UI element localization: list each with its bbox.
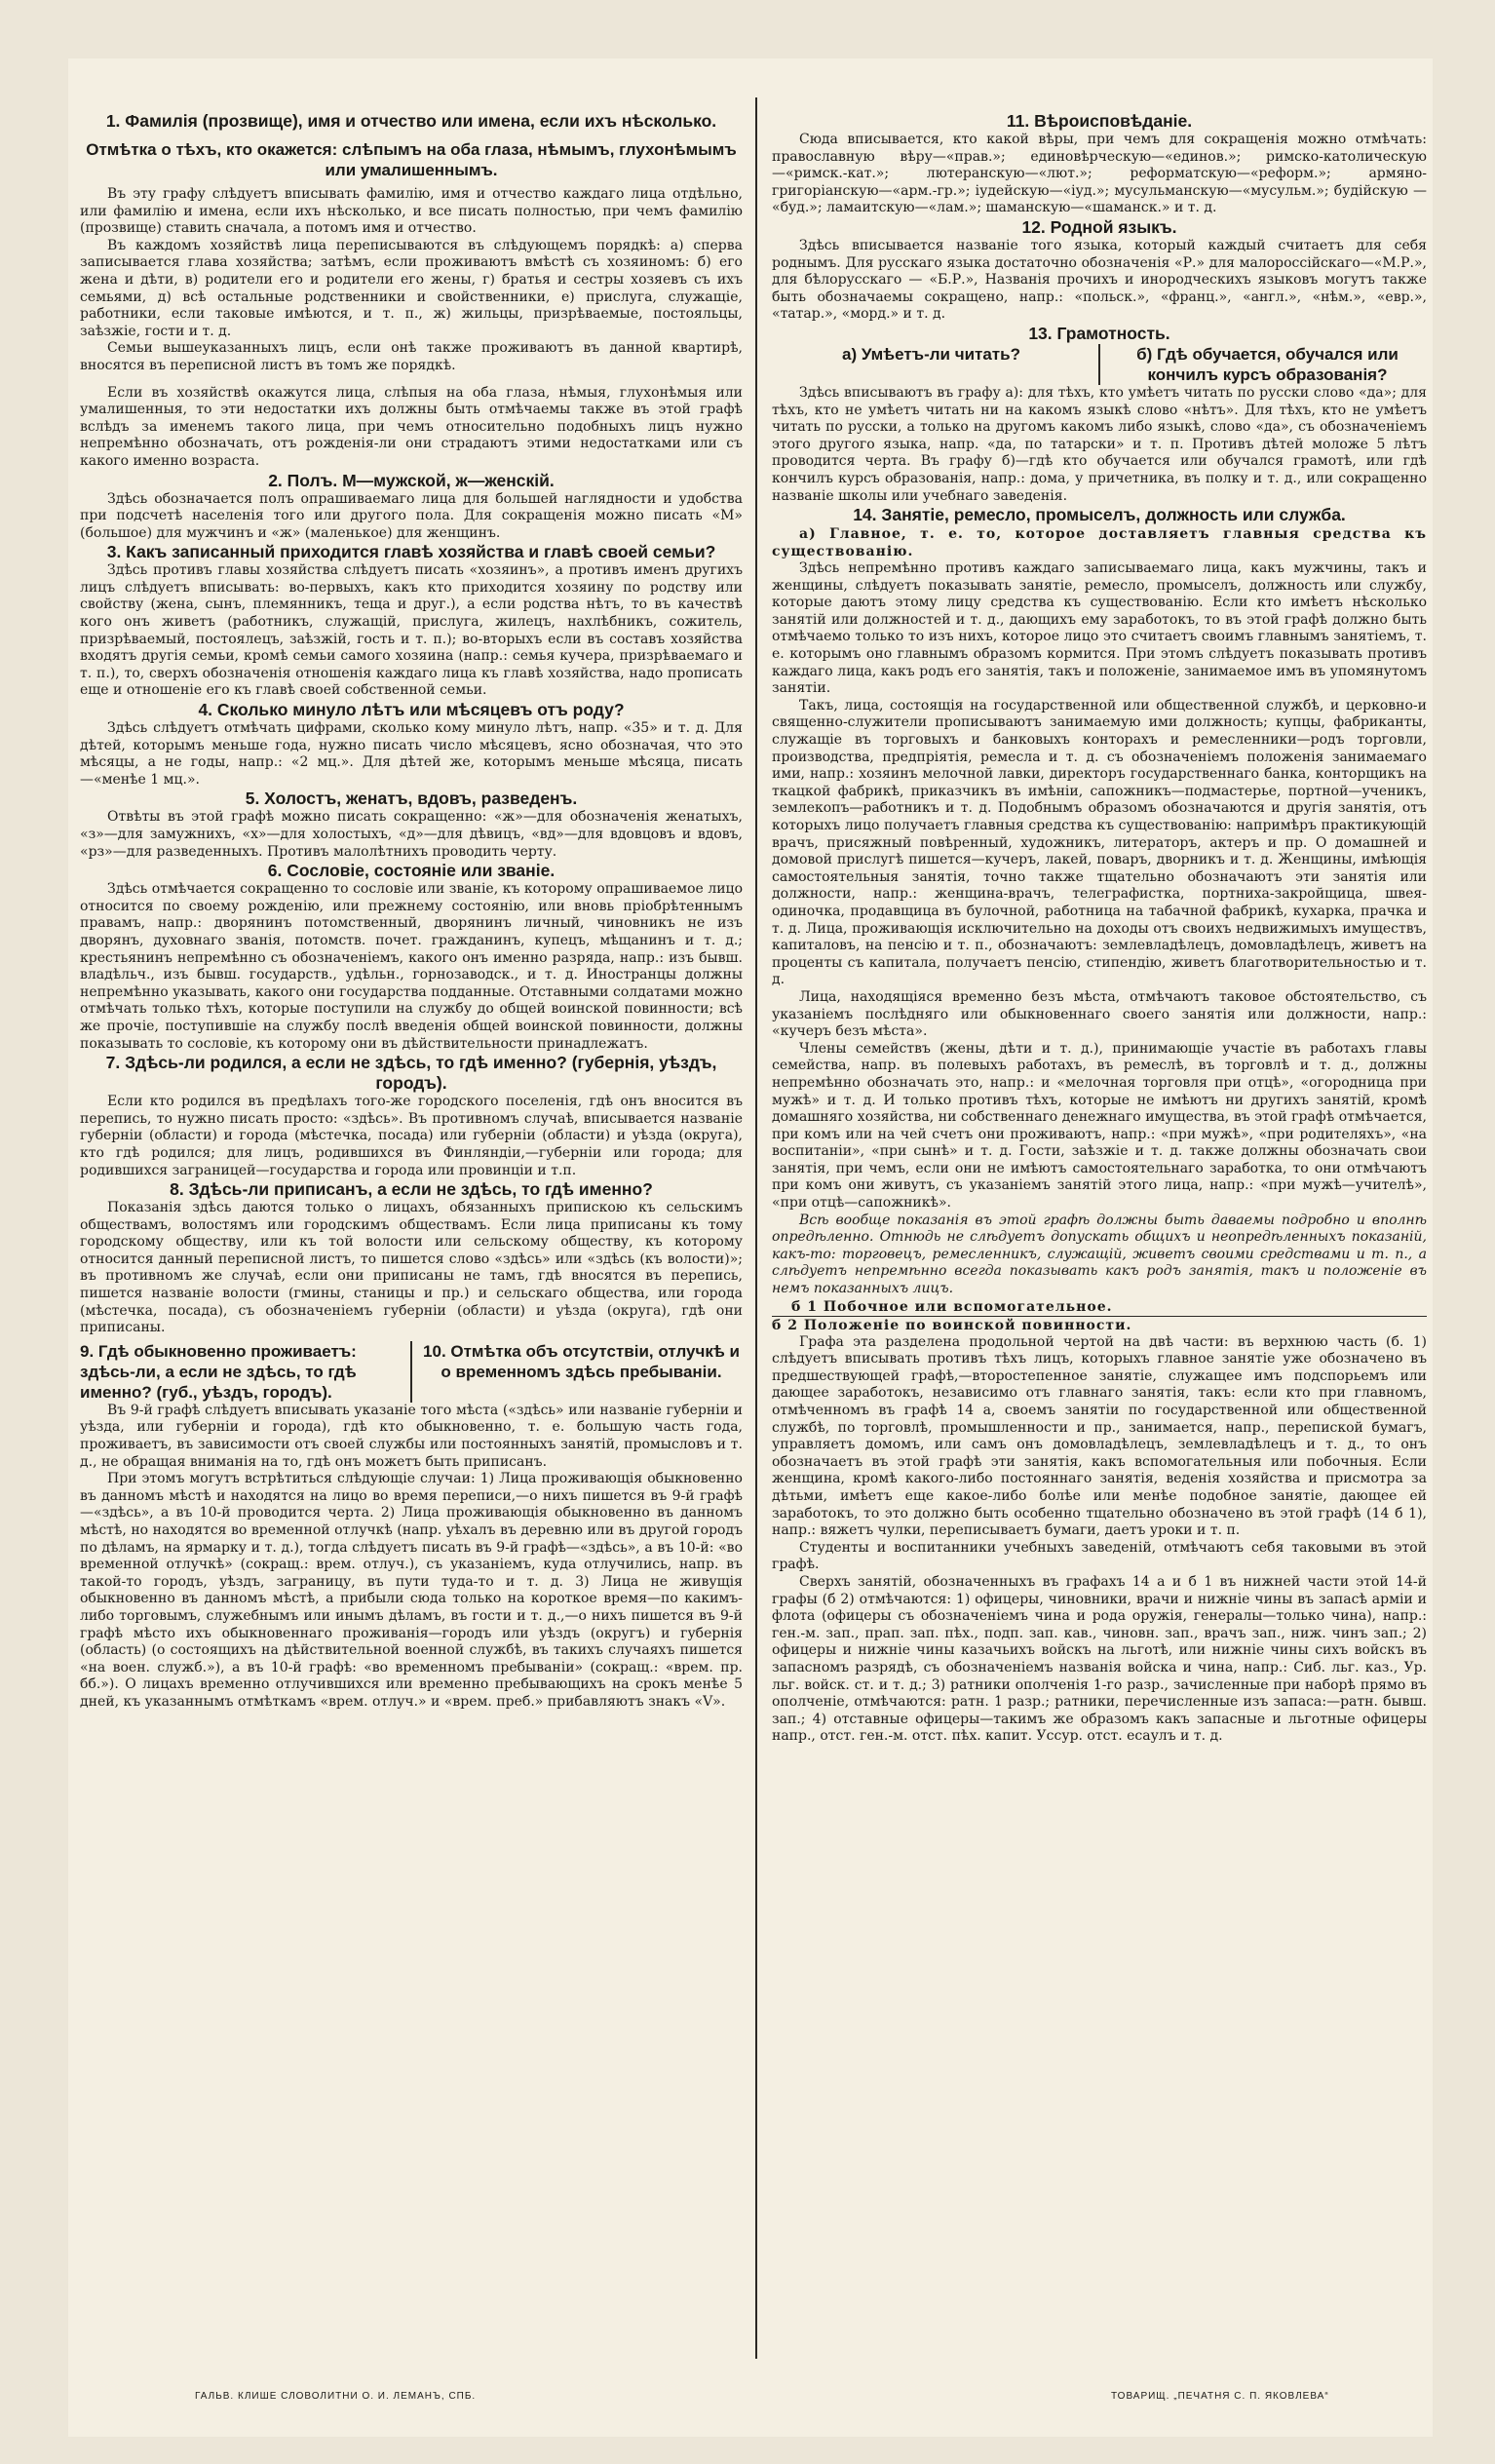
- section-9-paragraph: Въ 9-й графѣ слѣдуетъ вписывать указаніе того мѣста («здѣсь» или названіе губерніи и уѣзда, или губерніи и города), гдѣ кто обыкновенно, т. е. большую часть года, проживаетъ, въ зависимости отъ своей службы или постоянныхъ занятій, промысловъ и т. д., не обращая вниманія на то, гдѣ онъ можетъ быть приписанъ.: [80, 1402, 743, 1470]
- section-7-title: 7. Здѣсь-ли родился, а если не здѣсь, то гдѣ именно? (губернія, уѣздъ, городъ).: [105, 1053, 717, 1094]
- section-6-paragraph: Здѣсь отмѣчается сокращенно то сословіе или званіе, къ которому опрашиваемое лицо относится по своему рожденію, или прежнему состоянію, или вновь пріобрѣтеннымъ правамъ, напр.: дворянинъ потомственный, дворянинъ личный, чиновникъ не изъ дворянъ, духовнаго званія, потомств. почет. гражданинъ, купецъ, мѣщанинъ и т. д.; крестьянинъ непремѣнно съ обозначеніемъ, какого онъ именно разряда, напр.: изъ бывш. владѣльч., изъ бывш. государств., удѣльн., горнозаводск., и т. д. Иностранцы должны непремѣнно указывать, какого они государства подданные. Отставными солдатами можно отмѣчать только тѣхъ, которые поступили на службу до общей воинской повинности; всѣ же прочіе, поступившіе на службу послѣ введенія общей воинской повинности, должны показывать то сословіе, къ которому они въ дѣйствительности принадлежатъ.: [80, 881, 743, 1052]
- section-10-title: 10. Отмѣтка объ отсутствіи, отлучкѣ и о временномъ здѣсь пребываніи.: [423, 1341, 740, 1381]
- section-1-paragraph: Въ каждомъ хозяйствѣ лица переписываются въ слѣдующемъ порядкѣ: а) сперва записывается глава хозяйства; затѣмъ, если проживаютъ вмѣстѣ съ хозяиномъ: б) его жена и дѣти, в) родители его и родители его жены, г) братья и сестры хозяевъ съ ихъ семьями, д) всѣ остальные родственники и свойственники, е) прислуга, служащіе, работники, если таковые имѣются, и т. п., ж) жильцы, призрѣваемые, постояльцы, заѣзжіе, гости и т. д.: [80, 237, 743, 339]
- section-13-title: 13. Грамотность.: [1028, 323, 1170, 343]
- section-5-title: 5. Холостъ, женатъ, вдовъ, разведенъ.: [245, 789, 578, 809]
- section-13-b: б) Гдѣ обучается, обучался или кончилъ курсъ образованія?: [1136, 344, 1399, 384]
- section-14-paragraph: Сверхъ занятій, обозначенныхъ въ графахъ 14 а и б 1 въ нижней части этой 14-й графы (б 2) отмѣчаются: 1) офицеры, чиновники, врачи и нижніе чины въ запасѣ арміи и флота (офицеры съ обозначеніемъ чина и рода оружія, генералы—только чина), напр.: ген.-м. зап., прап. зап. пѣх., подп. зап. кав., чиновн. зап., врачъ зап., ниж. чинъ зап.; 2) офицеры и нижніе чины казачьихъ войскъ на льготѣ, или нижніе чины сихъ войскъ въ запасномъ разрядѣ, съ обозначеніемъ названія войска и чина, напр.: Сиб. льг. каз., Ур. льг. войск. ст. и т. д.; 3) ратники ополченія 1-го разр., зачисленные при наборѣ прямо въ ополченіе, отмѣчаются: ратн. 1 разр.; ратники, перечисленные изъ запаса:—ратн. бывш. зап.; 4) отставные офицеры—такимъ же образомъ какъ запасные и льготные офицеры напр., отст. ген.-м. отст. пѣх. капит. Уссур. отст. есаулъ и т. д.: [772, 1573, 1427, 1745]
- section-14-title: 14. Занятіе, ремесло, промыселъ, должность или служба.: [853, 505, 1346, 525]
- section-14-paragraph: Графа эта разделена продольной чертой на двѣ части: въ верхнюю часть (б. 1) слѣдуетъ вписывать противъ тѣхъ лицъ, которыхъ главное занятіе уже обозначено въ предшествующей графѣ,—второстепенное занятіе, служащее имъ подспорьемъ или дающее заработокъ, независимо отъ главнаго занятія, такъ: если кто при главномъ, отмѣченномъ въ графѣ 14 а, своемъ занятіи по государственной или общественной службѣ, по торговлѣ, промышленности и пр., занимается, напр., перепиской бумагъ, управляетъ домомъ, или самъ онъ домовладѣлецъ, землевладѣлецъ и т. д., то онъ обозначаетъ въ этой графѣ эти занятія, какъ вспомогательныя или побочныя. Если женщина, кромѣ какого-либо постояннаго занятія, веденія хозяйства и присмотра за дѣтьми, имѣетъ еще какое-либо болѣе или менѣе подобное занятіе, дающее ей заработокъ, то это должно быть особенно тщательно обозначено въ этой графѣ (14 б 1), напр.: вяжетъ чулки, переписываетъ бумаги, даетъ уроки и т. п.: [772, 1333, 1427, 1539]
- section-14-paragraph: Лица, находящіяся временно безъ мѣста, отмѣчаютъ таковое обстоятельство, съ указаніемъ послѣдняго или обыкновеннаго своего занятія или должности, напр.: «кучеръ безъ мѣста».: [772, 988, 1427, 1040]
- section-14-paragraph: Студенты и воспитанники учебныхъ заведеній, отмѣчаютъ себя таковыми въ этой графѣ.: [772, 1539, 1427, 1573]
- section-12-title: 12. Родной языкъ.: [1021, 216, 1177, 237]
- section-14-paragraph: Члены семействъ (жены, дѣти и т. д.), принимающіе участіе въ работахъ главы семейства, напр. въ полевыхъ работахъ, въ ремеслѣ, въ торговлѣ и т. д., должны непремѣнно обозначать это, напр.: и «мелочная торговля при отцѣ», «огородница при мужѣ» и т. д. И только противъ тѣхъ, которые не имѣютъ ни другихъ занятій, кромѣ домашняго хозяйства, ни собственнаго денежнаго имущества, въ этой графѣ отмѣчается, при комъ или на чей счетъ они проживаютъ, напр.: «при мужѣ», «при родителяхъ», «на воспитаніи», «при сынѣ» и т. д. Гости, заѣзжіе и т. д. также должны обозначать свои занятія, при чемъ, если они не имѣютъ самостоятельнаго заработка, то они отмѣчаютъ при комъ они живутъ, съ указаніемъ занятій этого лица, напр.: «при мужѣ—учителѣ», «при отцѣ—сапожникѣ».: [772, 1040, 1427, 1212]
- section-7-paragraph: Если кто родился въ предѣлахъ того-же городского поселенія, гдѣ онъ вносится въ перепись, то нужно писать просто: «здѣсь». Въ противномъ случаѣ, вписывается названіе губерніи (области) и города (мѣстечка, посада) или губерніи (области) и уѣзда (округа), кто гдѣ родился; для лицъ, родившихся въ Финляндіи,—губерніи или города; для родившихся заграницей—государства и города или провинціи и т.п.: [80, 1094, 743, 1178]
- section-3-paragraph: Здѣсь противъ главы хозяйства слѣдуетъ писать «хозяинъ», а противъ именъ другихъ лицъ слѣдуетъ вписывать: во-первыхъ, какъ кто приходится хозяину по родству или свойству (жена, сынъ, племянникъ, теща и друг.), а если родства нѣтъ, то въ качествѣ кого онъ живетъ (работникъ, служащій, прислуга, жилецъ, нахлѣбникъ, сожитель, призрѣваемый, постоялецъ, заѣзжій, гость и т. п.); во-вторыхъ если въ составъ хозяйства входятъ другія семьи, кромѣ семьи самого хозяина (напр.: семья кучера, призрѣваемаго и т. п.), то, сверхъ обозначенія отношенія каждаго лица къ главѣ хозяйства, надо прописать еще и отношеніе его къ главѣ своей собственной семьи.: [80, 562, 743, 699]
- section-9-paragraph: При этомъ могутъ встрѣтиться слѣдующіе случаи: 1) Лица проживающія обыкновенно въ данномъ мѣстѣ и находятся на лицо во время переписи,—о нихъ пишется въ 9-й графѣ—«здѣсь», а въ 10-й проводится черта. 2) Лица проживающія обыкновенно въ данномъ мѣстѣ, но находятся во временной отлучкѣ (напр. уѣхалъ въ деревню или въ другой городъ по дѣламъ, на ярмарку и т. д.), тогда слѣдуетъ писать въ 9-й графѣ—«здѣсь», а въ 10-й: «во временной отлучкѣ» (сокращ.: врем. отлуч.), съ указаніемъ, куда отлучились, напр. въ такой-то городъ, уѣздъ, заграницу, въ пути туда-то и т. д. 3) Лица не живущія обыкновенно въ данномъ мѣстѣ, а прибыли сюда только на короткое время—по какимъ-либо торговымъ, служебнымъ или инымъ дѣламъ, въ гости и т. д.,—о нихъ пишется въ 9-й графѣ мѣсто ихъ обыкновеннаго проживанія—городъ или уѣздъ (округъ) и губернія (область) (о состоящихъ на дѣйствительной военной службѣ, въ такихъ случаяхъ пишется «на воен. служб.»), а въ 10-й графѣ: «во временномъ пребываніи» (сокращ.: «врем. пр. бб.»). О лицахъ временно отлучившихся или временно пребывающихъ на срокъ менѣе 5 дней, къ указаннымъ отмѣткамъ «врем. отлуч.» и «врем. преб.» прибавляютъ знакъ «V».: [80, 1471, 743, 1710]
- section-2-title: 2. Полъ. М—мужской, ж—женскій.: [268, 470, 555, 490]
- section-8-paragraph: Показанія здѣсь даются только о лицахъ, обязанныхъ припискою къ сельскимъ обществамъ, волостямъ или городскимъ обществамъ. Если лица приписаны къ тому городскому обществу, или къ той волости или сельскому обществу, къ которому относится данный переписной листъ, то пишется слово «здѣсь» или «здѣсь (къ волости)»; въ противномъ же случаѣ, если они приписаны не тамъ, гдѣ вносятся въ перепись, пишется названіе волости (гмины, станицы и пр.) и сельскаго общества, или города (мѣстечка, посада), съ обозначеніемъ губерніи (области) и уѣзда (округа), гдѣ они приписаны.: [80, 1200, 743, 1336]
- sections-9-10-header: [80, 1341, 743, 1403]
- section-1-paragraph: Въ эту графу слѣдуетъ вписывать фамилію, имя и отчество каждаго лица отдѣльно, или фамилію и имена, если ихъ нѣсколько, и все писать полностью, при чемъ фамилію (прозвище) ставить сначала, а потомъ имя и отчество.: [80, 186, 743, 237]
- section-5-paragraph: Отвѣты въ этой графѣ можно писать сокращенно: «ж»—для обозначенія женатыхъ, «з»—для замужнихъ, «х»—для холостыхъ, «д»—для дѣвицъ, «вд»—для вдовцовъ и вдовъ, «рз»—для разведенныхъ. Противъ малолѣтнихъ проводить черту.: [80, 809, 743, 860]
- section-2-paragraph: Здѣсь обозначается полъ опрашиваемаго лица для большей наглядности и удобства при подсчетѣ населенія того или другого пола. Для сокращенія можно писать «М» (большое) для мужчинъ и «ж» (маленькое) для женщинъ.: [80, 490, 743, 541]
- section-1-title: 1. Фамилія (прозвище), имя и отчество или имена, если ихъ нѣсколько.: [105, 111, 717, 131]
- section-14-paragraph: Здѣсь непремѣнно противъ каждаго записываемаго лица, какъ мужчины, такъ и женщины, слѣдуетъ показывать занятіе, ремесло, промыселъ, должность или службу, которые даютъ этому лицу средства къ существованію. Если кто имѣетъ нѣсколько занятій или должностей и т. д., дающихъ ему заработокъ, то въ этой графѣ должно быть отмѣчаемо только то изъ нихъ, которое лицо это считаетъ своимъ главнымъ занятіемъ, т. е. которымъ оно главнымъ образомъ кормится. При этомъ слѣдуетъ показывать противъ каждаго лица, какъ родъ его занятія, такъ и положеніе, занимаемое имъ въ упомянутомъ занятіи.: [772, 560, 1427, 697]
- section-1-paragraph: Если въ хозяйствѣ окажутся лица, слѣпыя на оба глаза, нѣмыя, глухонѣмыя или умалишенныя, то эти недостатки ихъ должны быть отмѣчаемы также въ этой графѣ вслѣдъ за именемъ такого лица, при чемъ относительно подобныхъ лицъ нужно непремѣнно обозначать, отъ рожденія-ли они страдаютъ этими недостатками или съ какого именно возраста.: [80, 384, 743, 469]
- section-11-paragraph: Сюда вписывается, кто какой вѣры, при чемъ для сокращенія можно отмѣчать: православную вѣру—«прав.»; единовѣрческую—«единов.»; римско-католическую—«римск.-кат.»; лютеранскую—«лют.»; реформатскую—«реформ.»; армяно-григоріанскую—«арм.-гр.»; іудейскую—«іуд.»; мусульманскую—«мусульм.»; будійскую — «буд.»; ламаитскую—«лам.»; шаманскую—«шаманск.» и т. д.: [772, 132, 1427, 216]
- section-13-subheaders: [772, 344, 1427, 385]
- section-13-a: а) Умѣетъ-ли читать?: [772, 344, 1100, 385]
- section-9-title: 9. Гдѣ обыкновенно проживаетъ: здѣсь-ли, а если не здѣсь, то гдѣ именно? (губ., уѣздъ, городъ).: [80, 1341, 412, 1403]
- two-column-frame: [68, 97, 1433, 2368]
- section-1-paragraph: Семьи вышеуказанныхъ лицъ, если онѣ также проживаютъ въ данной квартирѣ, вносятся въ переписной листъ въ томъ же порядкѣ.: [80, 340, 743, 373]
- footer-printer-right: ТОВАРИЩ. „ПЕЧАТНЯ С. П. ЯКОВЛЕВА“: [1111, 2391, 1329, 2402]
- section-3-title: 3. Какъ записанный приходится главѣ хозяйства и главѣ своей семьи?: [106, 542, 716, 562]
- section-13-paragraph: Здѣсь вписываютъ въ графу а): для тѣхъ, кто умѣетъ читать по русски слово «да»; для тѣхъ, кто не умѣетъ читать ни на какомъ языкѣ слово «нѣтъ». Для тѣхъ, кто не умѣетъ читать по русски, а только на другомъ какомъ либо языкѣ, слово «да», съ обозначеніемъ этого другого языка, напр. «да, по татарски» и т. п. Противъ дѣтей моложе 5 лѣтъ проводится черта. Въ графу б)—гдѣ кто обучается или обучался грамотѣ, или гдѣ кончилъ курсъ образованія, напр.: дома, у причетника, въ полку и т. д., или сокращенно названіе школы или учебнаго заведенія.: [772, 384, 1427, 504]
- right-column: [772, 97, 1427, 1746]
- section-14-subheading-b2: б 2 Положеніе по воинской повинности.: [772, 1317, 1132, 1333]
- footer-printer-left: ГАЛЬВ. КЛИШЕ СЛОВОЛИТНИ О. И. ЛЕМАНЪ, СПБ.: [195, 2391, 477, 2402]
- section-14-paragraph: Всѣ вообще показанія въ этой графѣ должны быть даваемы подробно и вполнѣ опредѣленно. Отнюдь не слѣдуетъ допускать общихъ и неопредѣленныхъ показаній, какъ-то: торговецъ, ремесленникъ, служащій, живетъ своими средствами и т. п., а слѣдуетъ непремѣнно всегда показывать какъ родъ занятія, такъ и положеніе въ немъ показанныхъ лицъ.: [772, 1212, 1427, 1297]
- section-12-paragraph: Здѣсь вписывается названіе того языка, который каждый считаетъ для себя роднымъ. Для русскаго языка достаточно обозначенія «Р.» для малороссійскаго—«М.Р.», для бѣлорусскаго — «Б.Р.», Названія прочихъ и инородческихъ языковъ могутъ также быть обозначаемы сокращено, напр.: «польск.», «франц.», «англ.», «нѣм.», «евр.», «татар.», «морд.» и т. д.: [772, 237, 1427, 323]
- section-14-subheading-a: а) Главное, т. е. то, которое доставляетъ главныя средства къ существованію.: [772, 526, 1427, 560]
- column-divider: [755, 97, 757, 2359]
- census-instructions-sheet: [68, 58, 1433, 2437]
- section-11-title: 11. Вѣроисповѣданіе.: [1006, 111, 1193, 131]
- section-4-title: 4. Сколько минуло лѣтъ или мѣсяцевъ отъ роду?: [198, 700, 625, 720]
- section-14-subheading-b1: б 1 Побочное или вспомогательное.: [772, 1298, 1427, 1317]
- section-8-title: 8. Здѣсь-ли приписанъ, а если не здѣсь, то гдѣ именно?: [170, 1179, 653, 1200]
- section-1-note: Отмѣтка о тѣхъ, кто окажется: слѣпымъ на оба глаза, нѣмымъ, глухонѣмымъ или умалишеннымъ.: [86, 140, 737, 179]
- left-column: [80, 97, 743, 1712]
- section-4-paragraph: Здѣсь слѣдуетъ отмѣчать цифрами, сколько кому минуло лѣтъ, напр. «35» и т. д. Для дѣтей, которымъ меньше года, нужно писать число мѣсяцевъ, ясно обозначая, что это мѣсяцы, а не годы, напр.: «2 мц.». Для дѣтей же, которымъ меньше мѣсяца, писать—«менѣе 1 мц.».: [80, 720, 743, 788]
- section-6-title: 6. Сословіе, состояніе или званіе.: [267, 861, 556, 881]
- section-14-paragraph: Такъ, лица, состоящія на государственной или общественной службѣ, и церковно-и священно-служители прописываютъ занимаемую ими должность; купцы, фабриканты, служащіе въ торговыхъ и банковыхъ конторахъ и ремесленники—родъ торговли, производства, предпріятія, ремесла и т. д. съ обозначеніемъ положенія занимаемаго ими, напр.: хозяинъ мелочной лавки, директоръ государственнаго банка, конторщикъ на ткацкой фабрикѣ, приказчикъ въ имѣніи, сапожникъ—подмастерье, портной—ученикъ, землекопъ—работникъ и т. д. Подобнымъ образомъ обозначаются и другія занятія, отъ которыхъ лицо получаетъ главныя средства къ существованію: напримѣръ практикующій врачъ, присяжный повѣренный, художникъ, литераторъ, актеръ и пр. О домашней и домовой прислугѣ пишется—кучеръ, лакей, поваръ, дворникъ и т. д. Женщины, имѣющія самостоятельныя занятія, точно также тщательно обозначаютъ эти занятія или должности, напр.: женщина-врачъ, телеграфистка, портниха-закройщица, швея-одиночка, продавщица въ булочной, работница на табачной фабрикѣ, кухарка, прачка и т. д. Лица, проживающія исключительно на доходы отъ своихъ недвижимыхъ имуществъ, капиталовъ, на пенсію и т. п., обозначаютъ: землевладѣлецъ, домовладѣлецъ, живетъ на проценты съ капитала, получаетъ пенсію, стипендію, живетъ благотворительностью и т. д.: [772, 697, 1427, 988]
